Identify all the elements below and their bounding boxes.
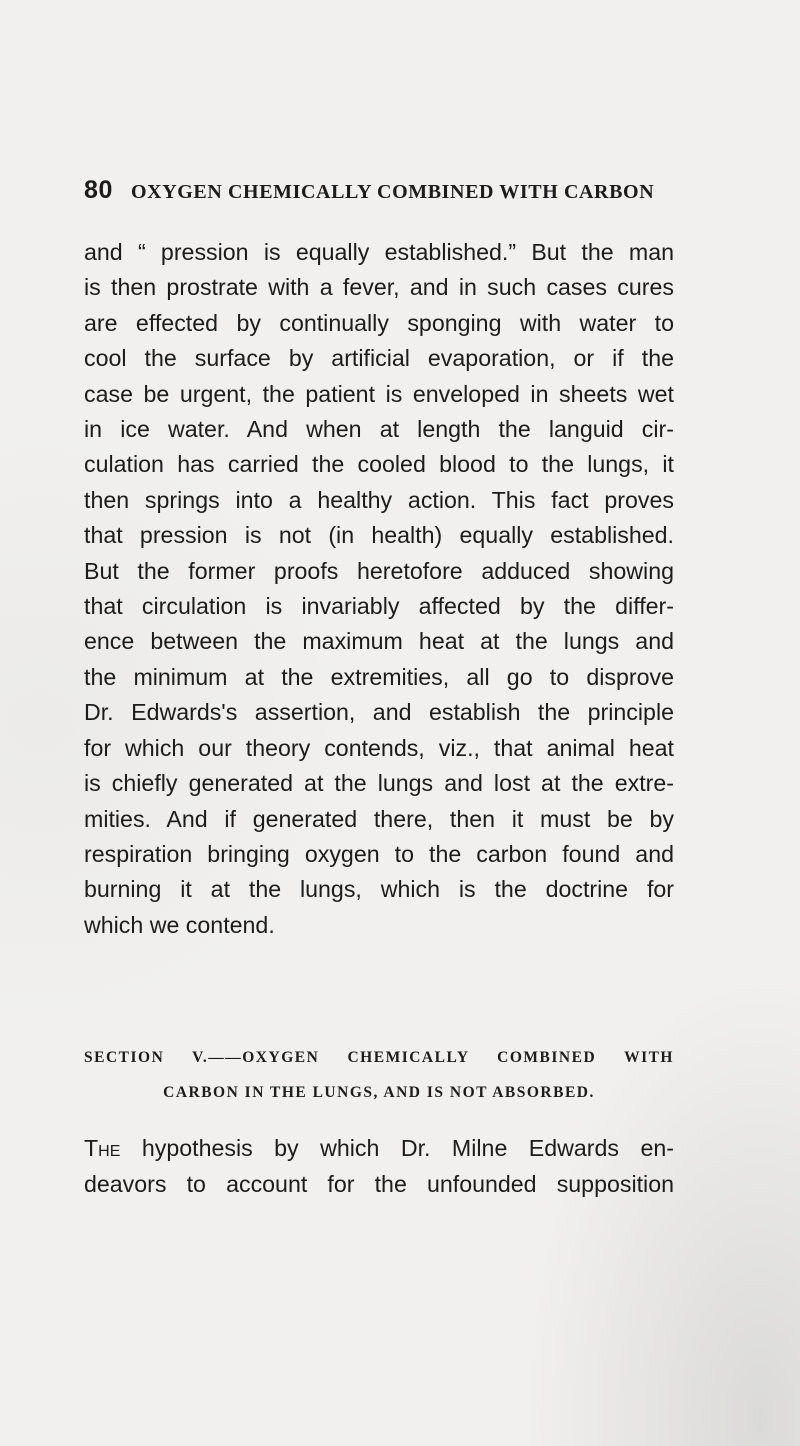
text-line: Dr. Edwards's assertion, and establish the principle xyxy=(84,699,674,726)
paragraph-2 xyxy=(84,1130,674,1202)
running-head xyxy=(84,176,674,205)
text-line: mities. And if generated there, then it must be by xyxy=(84,805,674,832)
text-line: case be urgent, the patient is enveloped in sheets wet xyxy=(84,380,674,407)
text-line: for which our theory contends, viz., that animal heat xyxy=(84,734,674,761)
text-line: is then prostrate with a fever, and in such cases cures xyxy=(84,274,674,301)
text-line: that pression is not (in health) equally established. xyxy=(84,522,674,549)
running-head-title: OXYGEN CHEMICALLY COMBINED WITH CARBON xyxy=(131,181,655,203)
text-line: is chiefly generated at the lungs and lost at the extre- xyxy=(84,770,674,797)
paragraph-lead-word: The xyxy=(84,1135,121,1161)
text-line: then springs into a healthy action. This fact proves xyxy=(84,486,674,513)
section-heading xyxy=(84,1040,674,1110)
text-line: respiration bringing oxygen to the carbon found and xyxy=(84,840,674,867)
text-line: the minimum at the extremities, all go to disprove xyxy=(84,663,674,690)
text-line: that circulation is invariably affected by the differ- xyxy=(84,593,674,620)
text-line: are effected by continually sponging with water to xyxy=(84,309,674,336)
text-line: burning it at the lungs, which is the doctrine for xyxy=(84,876,674,903)
section-heading-line-1: SECTION V.——OXYGEN CHEMICALLY COMBINED WITH xyxy=(84,1049,674,1066)
text-line: cool the surface by artificial evaporation, or if the xyxy=(84,345,674,372)
paragraph-1 xyxy=(84,235,674,943)
text-line: But the former proofs heretofore adduced showing xyxy=(84,557,674,584)
text-line: ence between the maximum heat at the lungs and xyxy=(84,628,674,655)
text-line: in ice water. And when at length the languid cir- xyxy=(84,416,674,443)
text-line: and “ pression is equally established.” But the man xyxy=(84,239,674,265)
text-line: culation has carried the cooled blood to the lungs, it xyxy=(84,451,674,478)
page-number: 80 xyxy=(84,176,114,204)
text-line: deavors to account for the unfounded supposition xyxy=(84,1171,674,1197)
text-line: which we contend. xyxy=(84,911,275,938)
text-line-rest: hypothesis by which Dr. Milne Edwards en- xyxy=(120,1135,674,1161)
text-line xyxy=(84,1130,674,1166)
section-heading-line-2: CARBON IN THE LUNGS, AND IS NOT ABSORBED. xyxy=(163,1084,595,1101)
